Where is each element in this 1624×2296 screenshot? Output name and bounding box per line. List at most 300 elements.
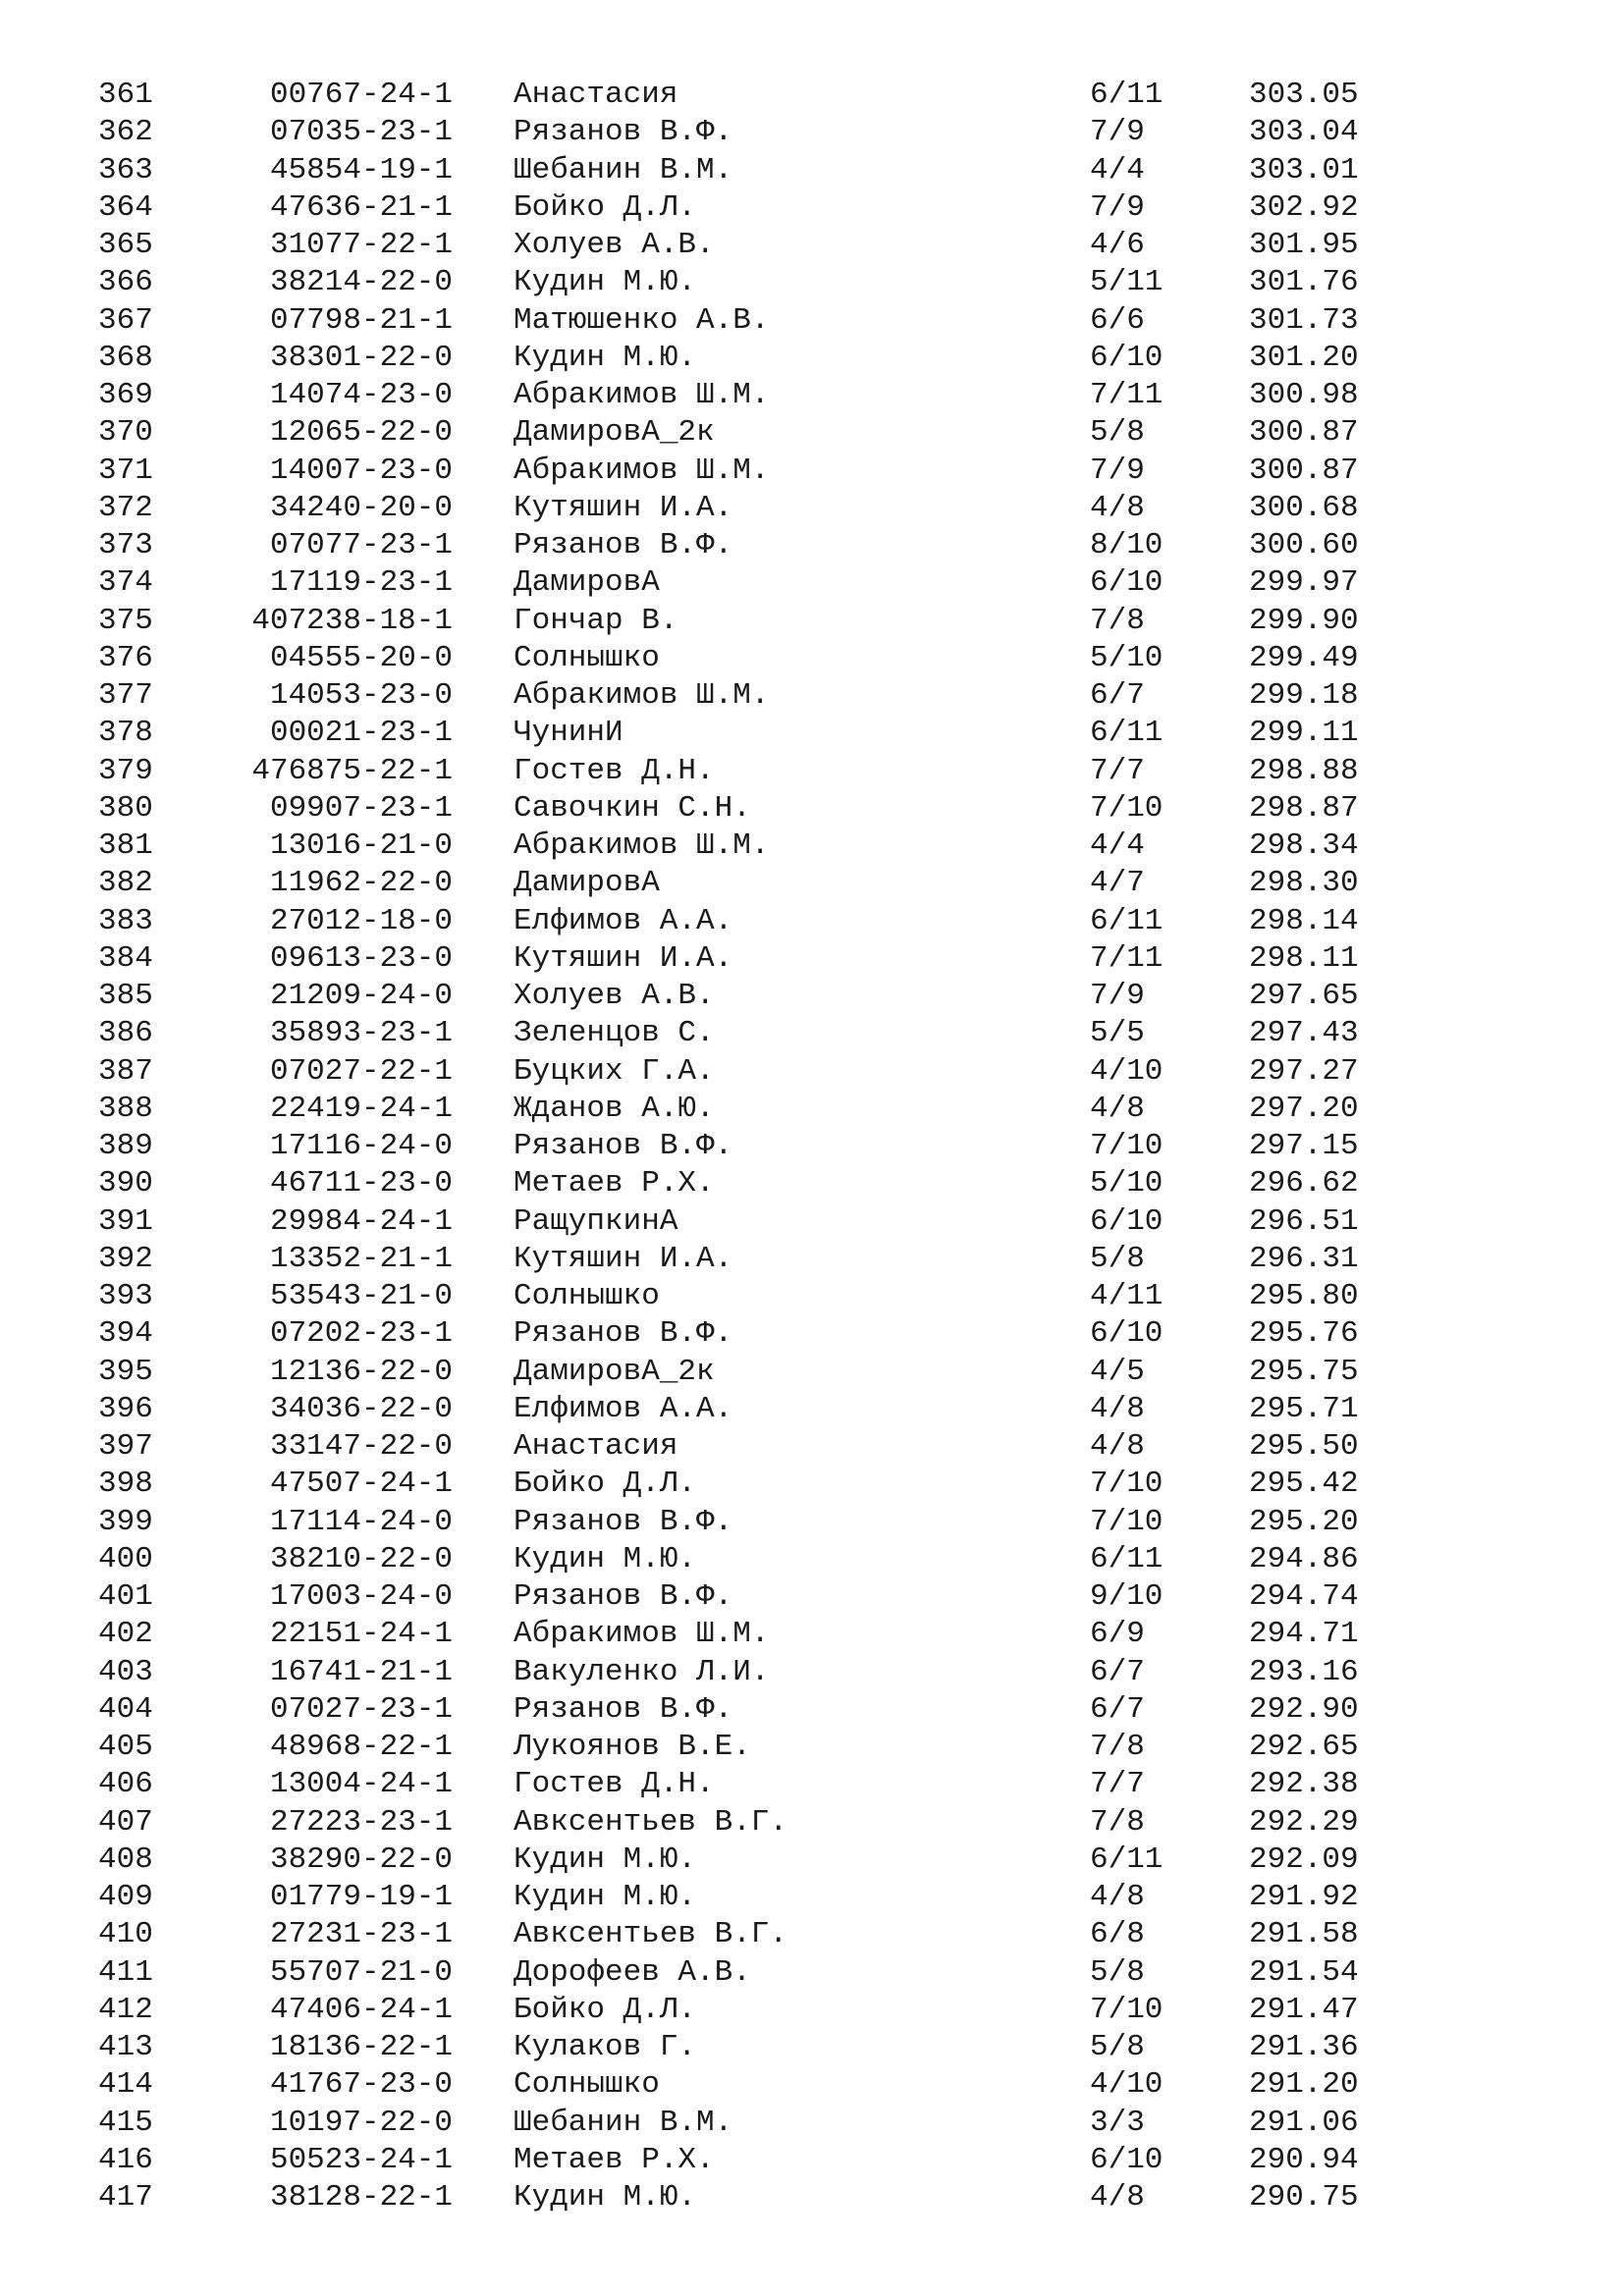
ratio-value: 4/6 (1090, 228, 1145, 262)
record-code: 16741-21-1 (269, 1654, 453, 1689)
row-number: 388 (98, 1091, 153, 1126)
author-name: Гончар В. (514, 603, 678, 638)
row-number: 416 (98, 2142, 153, 2177)
table-row (0, 189, 1624, 227)
record-code: 53543-21-0 (269, 1279, 453, 1313)
record-code: 22419-24-1 (269, 1091, 453, 1126)
score-value: 291.58 (1249, 1917, 1359, 1952)
record-code: 10197-22-0 (269, 2105, 453, 2140)
record-code: 14074-23-0 (269, 378, 453, 412)
record-code: 27223-23-1 (269, 1804, 453, 1840)
ratio-value: 7/10 (1090, 1467, 1164, 1502)
score-value: 291.36 (1249, 2030, 1359, 2064)
row-number: 370 (98, 415, 153, 451)
table-row (0, 114, 1624, 151)
record-code: 22151-24-1 (269, 1617, 453, 1652)
author-name: Авксентьев В.Г. (514, 1917, 788, 1952)
row-number: 395 (98, 1354, 153, 1389)
table-row (0, 2179, 1624, 2216)
row-number: 410 (98, 1917, 153, 1952)
score-value: 300.87 (1249, 453, 1359, 488)
table-row (0, 1053, 1624, 1091)
author-name: Абракимов Ш.М. (514, 828, 770, 863)
table-row (0, 1354, 1624, 1391)
score-value: 292.29 (1249, 1804, 1359, 1840)
table-row (0, 2142, 1624, 2179)
table-row (0, 865, 1624, 902)
score-value: 299.11 (1249, 716, 1359, 751)
author-name: Елфимов А.А. (514, 1391, 733, 1426)
score-value: 291.92 (1249, 1880, 1359, 1914)
row-number: 389 (98, 1129, 153, 1163)
record-code: 09907-23-1 (269, 790, 453, 826)
record-code: 01779-19-1 (269, 1880, 453, 1914)
score-value: 294.86 (1249, 1541, 1359, 1576)
record-code: 48968-22-1 (269, 1730, 453, 1764)
ratio-value: 4/4 (1090, 828, 1145, 863)
record-code: 14053-23-0 (269, 678, 453, 713)
author-name: Абракимов Ш.М. (514, 678, 770, 713)
ratio-value: 6/9 (1090, 1617, 1145, 1652)
record-code: 17119-23-1 (269, 565, 453, 601)
author-name: Метаев Р.Х. (514, 1166, 715, 1201)
record-code: 07027-22-1 (269, 1053, 453, 1089)
author-name: Кудин М.Ю. (514, 265, 697, 300)
record-code: 27231-23-1 (269, 1917, 453, 1952)
ratio-value: 4/11 (1090, 1279, 1164, 1313)
table-row (0, 1504, 1624, 1541)
table-row (0, 1879, 1624, 1916)
score-value: 303.01 (1249, 152, 1359, 187)
ratio-value: 7/9 (1090, 115, 1145, 150)
row-number: 398 (98, 1467, 153, 1502)
score-value: 293.16 (1249, 1654, 1359, 1689)
row-number: 361 (98, 78, 153, 112)
author-name: Бойко Д.Л. (514, 189, 697, 225)
results-table (0, 77, 1624, 2216)
score-value: 302.92 (1249, 189, 1359, 225)
record-code: 21209-24-0 (269, 979, 453, 1013)
score-value: 291.06 (1249, 2105, 1359, 2140)
row-number: 408 (98, 1842, 153, 1877)
score-value: 292.90 (1249, 1691, 1359, 1727)
table-row (0, 1654, 1624, 1691)
author-name: Абракимов Ш.М. (514, 1617, 770, 1652)
record-code: 13016-21-0 (269, 828, 453, 863)
record-code: 47636-21-1 (269, 189, 453, 225)
row-number: 387 (98, 1053, 153, 1089)
score-value: 296.51 (1249, 1203, 1359, 1239)
record-code: 00767-24-1 (269, 78, 453, 112)
author-name: Рязанов В.Ф. (514, 1316, 733, 1352)
table-row (0, 227, 1624, 264)
table-row (0, 264, 1624, 301)
author-name: ДамировА (514, 565, 660, 601)
table-row (0, 564, 1624, 602)
ratio-value: 6/10 (1090, 1203, 1164, 1239)
score-value: 296.31 (1249, 1241, 1359, 1276)
row-number: 373 (98, 528, 153, 562)
table-row (0, 1729, 1624, 1766)
ratio-value: 6/11 (1090, 716, 1164, 751)
author-name: ЧунинИ (514, 716, 623, 751)
author-name: Рязанов В.Ф. (514, 1691, 733, 1727)
record-code: 31077-22-1 (269, 228, 453, 262)
author-name: Савочкин С.Н. (514, 790, 751, 826)
author-name: Рязанов В.Ф. (514, 1504, 733, 1539)
row-number: 382 (98, 866, 153, 901)
author-name: РащупкинА (514, 1203, 678, 1239)
record-code: 47406-24-1 (269, 1992, 453, 2027)
table-row (0, 1992, 1624, 2029)
ratio-value: 5/10 (1090, 1166, 1164, 1201)
table-row (0, 77, 1624, 114)
row-number: 374 (98, 565, 153, 601)
ratio-value: 5/5 (1090, 1016, 1145, 1051)
ratio-value: 6/11 (1090, 1842, 1164, 1877)
author-name: Кудин М.Ю. (514, 340, 697, 375)
ratio-value: 5/8 (1090, 1241, 1145, 1276)
row-number: 391 (98, 1203, 153, 1239)
author-name: Зеленцов С. (514, 1016, 715, 1051)
score-value: 295.71 (1249, 1391, 1359, 1426)
row-number: 375 (98, 603, 153, 638)
row-number: 394 (98, 1316, 153, 1352)
score-value: 295.50 (1249, 1429, 1359, 1464)
row-number: 412 (98, 1992, 153, 2027)
ratio-value: 9/10 (1090, 1579, 1164, 1614)
score-value: 299.18 (1249, 678, 1359, 713)
ratio-value: 7/10 (1090, 1992, 1164, 2027)
record-code: 09613-23-0 (269, 940, 453, 976)
record-code: 38290-22-0 (269, 1842, 453, 1877)
row-number: 362 (98, 115, 153, 150)
record-code: 07035-23-1 (269, 115, 453, 150)
record-code: 55707-21-0 (269, 1954, 453, 1990)
score-value: 298.11 (1249, 940, 1359, 976)
record-code: 407238-18-1 (251, 603, 453, 638)
author-name: Анастасия (514, 1429, 678, 1464)
author-name: Бойко Д.Л. (514, 1992, 697, 2027)
ratio-value: 4/8 (1090, 1429, 1145, 1464)
record-code: 45854-19-1 (269, 152, 453, 187)
row-number: 376 (98, 640, 153, 675)
table-row (0, 940, 1624, 978)
table-row (0, 603, 1624, 640)
table-row (0, 490, 1624, 527)
record-code: 17003-24-0 (269, 1579, 453, 1614)
score-value: 295.75 (1249, 1354, 1359, 1389)
author-name: Солнышко (514, 2067, 660, 2103)
score-value: 298.30 (1249, 866, 1359, 901)
row-number: 413 (98, 2030, 153, 2064)
author-name: ДамировА_2к (514, 415, 715, 451)
record-code: 46711-23-0 (269, 1166, 453, 1201)
author-name: Кудин М.Ю. (514, 1842, 697, 1877)
record-code: 07027-23-1 (269, 1691, 453, 1727)
author-name: Шебанин В.М. (514, 152, 733, 187)
row-number: 403 (98, 1654, 153, 1689)
row-number: 390 (98, 1166, 153, 1201)
ratio-value: 7/7 (1090, 1767, 1145, 1802)
table-row (0, 1691, 1624, 1729)
author-name: Абракимов Ш.М. (514, 378, 770, 412)
row-number: 366 (98, 265, 153, 300)
table-row (0, 1916, 1624, 1953)
ratio-value: 6/7 (1090, 1654, 1145, 1689)
row-number: 383 (98, 903, 153, 938)
ratio-value: 4/8 (1090, 1880, 1145, 1914)
row-number: 407 (98, 1804, 153, 1840)
table-row (0, 1954, 1624, 1992)
author-name: Солнышко (514, 1279, 660, 1313)
score-value: 301.20 (1249, 340, 1359, 375)
row-number: 371 (98, 453, 153, 488)
score-value: 300.98 (1249, 378, 1359, 412)
ratio-value: 6/10 (1090, 1316, 1164, 1352)
ratio-value: 4/4 (1090, 152, 1145, 187)
row-number: 368 (98, 340, 153, 375)
row-number: 364 (98, 189, 153, 225)
table-row (0, 903, 1624, 940)
record-code: 04555-20-0 (269, 640, 453, 675)
table-row (0, 1766, 1624, 1803)
ratio-value: 5/8 (1090, 2030, 1145, 2064)
score-value: 301.73 (1249, 302, 1359, 338)
author-name: Лукоянов В.Е. (514, 1730, 751, 1764)
score-value: 295.76 (1249, 1316, 1359, 1352)
score-value: 303.05 (1249, 78, 1359, 112)
row-number: 405 (98, 1730, 153, 1764)
score-value: 299.49 (1249, 640, 1359, 675)
score-value: 290.94 (1249, 2142, 1359, 2177)
author-name: Буцких Г.А. (514, 1053, 715, 1089)
score-value: 299.97 (1249, 565, 1359, 601)
author-name: Абракимов Ш.М. (514, 453, 770, 488)
record-code: 47507-24-1 (269, 1467, 453, 1502)
row-number: 380 (98, 790, 153, 826)
ratio-value: 7/8 (1090, 603, 1145, 638)
table-row (0, 377, 1624, 414)
score-value: 297.20 (1249, 1091, 1359, 1126)
table-row (0, 1391, 1624, 1428)
table-row (0, 2029, 1624, 2066)
ratio-value: 6/10 (1090, 2142, 1164, 2177)
ratio-value: 8/10 (1090, 528, 1164, 562)
row-number: 399 (98, 1504, 153, 1539)
table-row (0, 302, 1624, 340)
table-row (0, 828, 1624, 865)
table-row (0, 1578, 1624, 1616)
score-value: 292.09 (1249, 1842, 1359, 1877)
author-name: Кутяшин И.А. (514, 490, 733, 525)
author-name: Холуев А.В. (514, 228, 715, 262)
row-number: 384 (98, 940, 153, 976)
author-name: Рязанов В.Ф. (514, 1579, 733, 1614)
table-row (0, 152, 1624, 189)
table-row (0, 1091, 1624, 1128)
author-name: Кудин М.Ю. (514, 2180, 697, 2215)
record-code: 38128-22-1 (269, 2180, 453, 2215)
table-row (0, 1466, 1624, 1503)
table-row (0, 753, 1624, 790)
author-name: Кутяшин И.А. (514, 1241, 733, 1276)
record-code: 41767-23-0 (269, 2067, 453, 2103)
score-value: 303.04 (1249, 115, 1359, 150)
row-number: 393 (98, 1279, 153, 1313)
record-code: 34240-20-0 (269, 490, 453, 525)
record-code: 18136-22-1 (269, 2030, 453, 2064)
table-row (0, 1241, 1624, 1278)
ratio-value: 4/5 (1090, 1354, 1145, 1389)
table-row (0, 1428, 1624, 1466)
table-row (0, 453, 1624, 490)
author-name: Вакуленко Л.И. (514, 1654, 770, 1689)
ratio-value: 7/9 (1090, 189, 1145, 225)
record-code: 38301-22-0 (269, 340, 453, 375)
record-code: 00021-23-1 (269, 716, 453, 751)
row-number: 404 (98, 1691, 153, 1727)
ratio-value: 3/3 (1090, 2105, 1145, 2140)
row-number: 396 (98, 1391, 153, 1426)
record-code: 27012-18-0 (269, 903, 453, 938)
table-row (0, 715, 1624, 752)
table-row (0, 1616, 1624, 1653)
row-number: 363 (98, 152, 153, 187)
ratio-value: 6/11 (1090, 903, 1164, 938)
row-number: 381 (98, 828, 153, 863)
author-name: Кулаков Г. (514, 2030, 697, 2064)
ratio-value: 4/10 (1090, 2067, 1164, 2103)
score-value: 301.76 (1249, 265, 1359, 300)
score-value: 290.75 (1249, 2180, 1359, 2215)
record-code: 13352-21-1 (269, 1241, 453, 1276)
ratio-value: 7/9 (1090, 979, 1145, 1013)
ratio-value: 4/8 (1090, 490, 1145, 525)
row-number: 378 (98, 716, 153, 751)
table-row (0, 340, 1624, 377)
ratio-value: 6/10 (1090, 340, 1164, 375)
record-code: 07202-23-1 (269, 1316, 453, 1352)
table-row (0, 640, 1624, 677)
ratio-value: 6/6 (1090, 302, 1145, 338)
ratio-value: 6/7 (1090, 1691, 1145, 1727)
row-number: 402 (98, 1617, 153, 1652)
author-name: Метаев Р.Х. (514, 2142, 715, 2177)
score-value: 300.87 (1249, 415, 1359, 451)
author-name: ДамировА (514, 866, 660, 901)
author-name: Гостев Д.Н. (514, 753, 715, 788)
ratio-value: 7/11 (1090, 940, 1164, 976)
record-code: 12136-22-0 (269, 1354, 453, 1389)
row-number: 372 (98, 490, 153, 525)
row-number: 397 (98, 1429, 153, 1464)
row-number: 385 (98, 979, 153, 1013)
author-name: Елфимов А.А. (514, 903, 733, 938)
ratio-value: 5/11 (1090, 265, 1164, 300)
record-code: 07077-23-1 (269, 528, 453, 562)
ratio-value: 5/10 (1090, 640, 1164, 675)
ratio-value: 6/7 (1090, 678, 1145, 713)
ratio-value: 6/11 (1090, 78, 1164, 112)
author-name: Шебанин В.М. (514, 2105, 733, 2140)
score-value: 298.14 (1249, 903, 1359, 938)
score-value: 300.68 (1249, 490, 1359, 525)
ratio-value: 5/8 (1090, 1954, 1145, 1990)
table-row (0, 1278, 1624, 1315)
row-number: 406 (98, 1767, 153, 1802)
ratio-value: 5/8 (1090, 415, 1145, 451)
record-code: 11962-22-0 (269, 866, 453, 901)
score-value: 296.62 (1249, 1166, 1359, 1201)
record-code: 13004-24-1 (269, 1767, 453, 1802)
score-value: 295.80 (1249, 1279, 1359, 1313)
row-number: 414 (98, 2067, 153, 2103)
score-value: 294.74 (1249, 1579, 1359, 1614)
author-name: Гостев Д.Н. (514, 1767, 715, 1802)
table-row (0, 1804, 1624, 1842)
table-row (0, 1128, 1624, 1165)
author-name: Солнышко (514, 640, 660, 675)
ratio-value: 4/8 (1090, 1391, 1145, 1426)
record-code: 17116-24-0 (269, 1129, 453, 1163)
score-value: 298.88 (1249, 753, 1359, 788)
ratio-value: 4/8 (1090, 1091, 1145, 1126)
ratio-value: 7/10 (1090, 790, 1164, 826)
record-code: 29984-24-1 (269, 1203, 453, 1239)
ratio-value: 6/10 (1090, 565, 1164, 601)
table-row (0, 677, 1624, 715)
author-name: Кутяшин И.А. (514, 940, 733, 976)
ratio-value: 4/8 (1090, 2180, 1145, 2215)
score-value: 297.43 (1249, 1016, 1359, 1051)
row-number: 415 (98, 2105, 153, 2140)
row-number: 365 (98, 228, 153, 262)
row-number: 401 (98, 1579, 153, 1614)
score-value: 295.42 (1249, 1467, 1359, 1502)
score-value: 291.47 (1249, 1992, 1359, 2027)
table-row (0, 1541, 1624, 1578)
row-number: 367 (98, 302, 153, 338)
score-value: 295.20 (1249, 1504, 1359, 1539)
ratio-value: 7/8 (1090, 1804, 1145, 1840)
score-value: 298.34 (1249, 828, 1359, 863)
table-row (0, 2105, 1624, 2142)
row-number: 411 (98, 1954, 153, 1990)
score-value: 301.95 (1249, 228, 1359, 262)
author-name: Кудин М.Ю. (514, 1880, 697, 1914)
record-code: 34036-22-0 (269, 1391, 453, 1426)
row-number: 379 (98, 753, 153, 788)
row-number: 400 (98, 1541, 153, 1576)
record-code: 50523-24-1 (269, 2142, 453, 2177)
record-code: 33147-22-0 (269, 1429, 453, 1464)
author-name: Жданов А.Ю. (514, 1091, 715, 1126)
row-number: 369 (98, 378, 153, 412)
score-value: 292.65 (1249, 1730, 1359, 1764)
author-name: ДамировА_2к (514, 1354, 715, 1389)
ratio-value: 7/10 (1090, 1129, 1164, 1163)
ratio-value: 7/8 (1090, 1730, 1145, 1764)
record-code: 12065-22-0 (269, 415, 453, 451)
score-value: 297.65 (1249, 979, 1359, 1013)
score-value: 299.90 (1249, 603, 1359, 638)
author-name: Дорофеев А.В. (514, 1954, 751, 1990)
ratio-value: 4/10 (1090, 1053, 1164, 1089)
row-number: 417 (98, 2180, 153, 2215)
score-value: 297.15 (1249, 1129, 1359, 1163)
table-row (0, 1203, 1624, 1241)
